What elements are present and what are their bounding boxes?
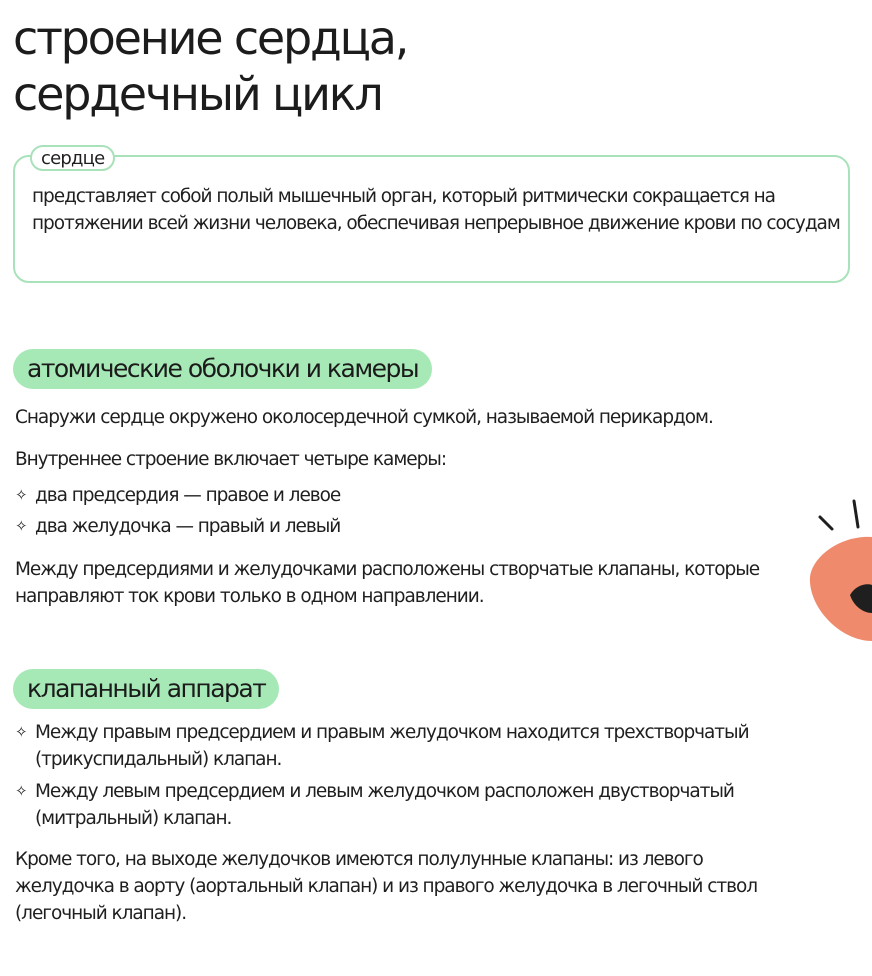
- section1-para2: Внутреннее строение включает четыре камеры:: [15, 449, 447, 470]
- page-title: [13, 10, 407, 122]
- list-item-text: Между левым предсердием и левым желудочком расположен двустворчатый (митральный) клапан.: [35, 781, 734, 829]
- definition-box: [13, 148, 850, 283]
- list-item-text: два желудочка — правый и левый: [35, 516, 341, 537]
- decorative-eye-icon: [800, 495, 872, 655]
- diamond-bullet-icon: ✧: [15, 723, 27, 741]
- list-item: [15, 513, 835, 540]
- section1-heading: атомические оболочки и камеры: [13, 349, 432, 389]
- page-title-line2: сердечный цикл: [13, 67, 382, 121]
- diamond-bullet-icon: ✧: [15, 517, 27, 535]
- list-item-text: Между правым предсердием и правым желудочком находится трехстворчатый (трикуспидальный) клапан.: [35, 722, 749, 770]
- page-title-line1: строение сердца,: [13, 11, 408, 65]
- definition-term: сердце: [30, 145, 115, 171]
- section1-para1: Снаружи сердце окружено околосердечной сумкой, называемой перикардом.: [15, 407, 713, 428]
- diamond-bullet-icon: ✧: [15, 782, 27, 800]
- list-item: [15, 482, 835, 509]
- list-item: [15, 778, 845, 832]
- definition-text: представляет собой полый мышечный орган, который ритмически сокращается на протяжении всей жизни человека, обеспечивая непрерывное движение крови по сосудам: [32, 186, 840, 234]
- list-item-text: два предсердия — правое и левое: [35, 485, 341, 506]
- section1-para3: Между предсердиями и желудочками расположены створчатые клапаны, которые направляют ток крови только в одном направлении.: [15, 559, 760, 607]
- list-item: [15, 719, 845, 773]
- diamond-bullet-icon: ✧: [15, 486, 27, 504]
- section2-heading: клапанный аппарат: [13, 669, 279, 709]
- section2-para1: Кроме того, на выходе желудочков имеются полулунные клапаны: из левого желудочка в аорту (аортальный клапан) и из правого желудочка в легочный ствол (легочный клапан).: [15, 849, 757, 924]
